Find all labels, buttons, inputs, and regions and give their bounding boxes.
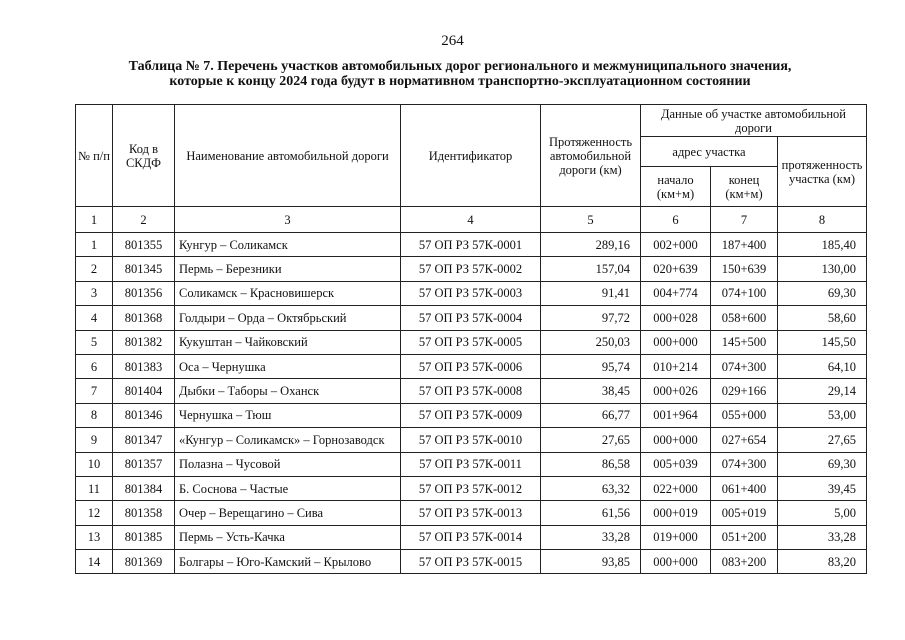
header-name: Наименование автомобильной дороги bbox=[175, 105, 401, 207]
section-end: 074+100 bbox=[711, 281, 778, 305]
section-start: 000+026 bbox=[641, 379, 711, 403]
header-identifier: Идентификатор bbox=[401, 105, 541, 207]
road-code: 801357 bbox=[113, 452, 175, 476]
section-end: 027+654 bbox=[711, 428, 778, 452]
road-code: 801404 bbox=[113, 379, 175, 403]
road-length: 63,32 bbox=[541, 476, 641, 500]
section-end: 083+200 bbox=[711, 550, 778, 574]
row-number: 5 bbox=[76, 330, 113, 354]
road-name: Голдыри – Орда – Октябрьский bbox=[175, 306, 401, 330]
section-length: 53,00 bbox=[778, 403, 867, 427]
section-end: 058+600 bbox=[711, 306, 778, 330]
section-end: 061+400 bbox=[711, 476, 778, 500]
row-number: 13 bbox=[76, 525, 113, 549]
header-code: Код в СКДФ bbox=[113, 105, 175, 207]
column-number-row bbox=[76, 207, 867, 233]
section-start: 010+214 bbox=[641, 354, 711, 378]
road-code: 801384 bbox=[113, 476, 175, 500]
road-code: 801368 bbox=[113, 306, 175, 330]
section-end: 051+200 bbox=[711, 525, 778, 549]
road-name: Кукуштан – Чайковский bbox=[175, 330, 401, 354]
road-code: 801383 bbox=[113, 354, 175, 378]
table-row bbox=[76, 233, 867, 257]
column-number: 8 bbox=[778, 207, 867, 233]
table-row bbox=[76, 281, 867, 305]
table-row bbox=[76, 306, 867, 330]
road-identifier: 57 ОП РЗ 57К-0008 bbox=[401, 379, 541, 403]
section-start: 004+774 bbox=[641, 281, 711, 305]
road-length: 93,85 bbox=[541, 550, 641, 574]
road-identifier: 57 ОП РЗ 57К-0009 bbox=[401, 403, 541, 427]
section-end: 187+400 bbox=[711, 233, 778, 257]
table-row bbox=[76, 501, 867, 525]
table-row bbox=[76, 257, 867, 281]
row-number: 8 bbox=[76, 403, 113, 427]
table-row bbox=[76, 354, 867, 378]
section-length: 29,14 bbox=[778, 379, 867, 403]
section-start: 000+019 bbox=[641, 501, 711, 525]
road-length: 27,65 bbox=[541, 428, 641, 452]
road-identifier: 57 ОП РЗ 57К-0015 bbox=[401, 550, 541, 574]
section-length: 39,45 bbox=[778, 476, 867, 500]
road-length: 95,74 bbox=[541, 354, 641, 378]
road-code: 801356 bbox=[113, 281, 175, 305]
road-code: 801382 bbox=[113, 330, 175, 354]
row-number: 3 bbox=[76, 281, 113, 305]
road-length: 66,77 bbox=[541, 403, 641, 427]
table-row bbox=[76, 476, 867, 500]
row-number: 14 bbox=[76, 550, 113, 574]
page-number: 264 bbox=[441, 33, 464, 49]
table-row bbox=[76, 403, 867, 427]
road-length: 91,41 bbox=[541, 281, 641, 305]
section-start: 020+639 bbox=[641, 257, 711, 281]
column-number: 6 bbox=[641, 207, 711, 233]
road-code: 801355 bbox=[113, 233, 175, 257]
section-length: 69,30 bbox=[778, 281, 867, 305]
table-row bbox=[76, 428, 867, 452]
road-length: 61,56 bbox=[541, 501, 641, 525]
table-title bbox=[60, 59, 860, 89]
road-code: 801385 bbox=[113, 525, 175, 549]
section-length: 69,30 bbox=[778, 452, 867, 476]
road-code: 801347 bbox=[113, 428, 175, 452]
column-number: 3 bbox=[175, 207, 401, 233]
road-name: Кунгур – Соликамск bbox=[175, 233, 401, 257]
road-identifier: 57 ОП РЗ 57К-0006 bbox=[401, 354, 541, 378]
section-length: 58,60 bbox=[778, 306, 867, 330]
road-length: 97,72 bbox=[541, 306, 641, 330]
road-length: 38,45 bbox=[541, 379, 641, 403]
road-name: Чернушка – Тюш bbox=[175, 403, 401, 427]
row-number: 6 bbox=[76, 354, 113, 378]
section-end: 074+300 bbox=[711, 452, 778, 476]
section-end: 055+000 bbox=[711, 403, 778, 427]
row-number: 12 bbox=[76, 501, 113, 525]
section-length: 83,20 bbox=[778, 550, 867, 574]
table-row bbox=[76, 330, 867, 354]
row-number: 4 bbox=[76, 306, 113, 330]
section-length: 185,40 bbox=[778, 233, 867, 257]
table-row bbox=[76, 525, 867, 549]
title-line-1: Таблица № 7. Перечень участков автомобильных дорог регионального и межмуниципального значения, bbox=[128, 59, 792, 74]
section-length: 130,00 bbox=[778, 257, 867, 281]
section-end: 005+019 bbox=[711, 501, 778, 525]
section-end: 145+500 bbox=[711, 330, 778, 354]
road-name: Соликамск – Красновишерск bbox=[175, 281, 401, 305]
section-length: 27,65 bbox=[778, 428, 867, 452]
table-row bbox=[76, 550, 867, 574]
road-identifier: 57 ОП РЗ 57К-0004 bbox=[401, 306, 541, 330]
roads-table bbox=[75, 104, 867, 574]
road-identifier: 57 ОП РЗ 57К-0002 bbox=[401, 257, 541, 281]
road-identifier: 57 ОП РЗ 57К-0014 bbox=[401, 525, 541, 549]
road-identifier: 57 ОП РЗ 57К-0010 bbox=[401, 428, 541, 452]
table-row bbox=[76, 452, 867, 476]
road-code: 801346 bbox=[113, 403, 175, 427]
row-number: 7 bbox=[76, 379, 113, 403]
road-code: 801358 bbox=[113, 501, 175, 525]
road-length: 289,16 bbox=[541, 233, 641, 257]
section-length: 145,50 bbox=[778, 330, 867, 354]
road-code: 801369 bbox=[113, 550, 175, 574]
road-name: Оса – Чернушка bbox=[175, 354, 401, 378]
road-name: Дыбки – Таборы – Оханск bbox=[175, 379, 401, 403]
header-length: Протяженность автомобильной дороги (км) bbox=[541, 105, 641, 207]
header-num: № п/п bbox=[76, 105, 113, 207]
road-name: Б. Соснова – Частые bbox=[175, 476, 401, 500]
road-length: 86,58 bbox=[541, 452, 641, 476]
road-name: «Кунгур – Соликамск» – Горнозаводск bbox=[175, 428, 401, 452]
section-length: 5,00 bbox=[778, 501, 867, 525]
section-end: 074+300 bbox=[711, 354, 778, 378]
section-end: 150+639 bbox=[711, 257, 778, 281]
column-number: 1 bbox=[76, 207, 113, 233]
section-start: 001+964 bbox=[641, 403, 711, 427]
road-name: Пермь – Усть-Качка bbox=[175, 525, 401, 549]
section-start: 000+000 bbox=[641, 330, 711, 354]
road-length: 157,04 bbox=[541, 257, 641, 281]
road-identifier: 57 ОП РЗ 57К-0003 bbox=[401, 281, 541, 305]
road-code: 801345 bbox=[113, 257, 175, 281]
row-number: 10 bbox=[76, 452, 113, 476]
road-identifier: 57 ОП РЗ 57К-0001 bbox=[401, 233, 541, 257]
title-line-2: которые к концу 2024 года будут в нормативном транспортно-эксплуатационном состоянии bbox=[169, 74, 751, 89]
section-length: 64,10 bbox=[778, 354, 867, 378]
section-start: 022+000 bbox=[641, 476, 711, 500]
row-number: 2 bbox=[76, 257, 113, 281]
header-address: адрес участка bbox=[641, 137, 778, 167]
road-identifier: 57 ОП РЗ 57К-0011 bbox=[401, 452, 541, 476]
section-start: 002+000 bbox=[641, 233, 711, 257]
section-start: 000+028 bbox=[641, 306, 711, 330]
section-start: 000+000 bbox=[641, 428, 711, 452]
header-end: конец (км+м) bbox=[711, 167, 778, 207]
road-name: Очер – Верещагино – Сива bbox=[175, 501, 401, 525]
table-row bbox=[76, 379, 867, 403]
row-number: 1 bbox=[76, 233, 113, 257]
road-identifier: 57 ОП РЗ 57К-0005 bbox=[401, 330, 541, 354]
column-number: 5 bbox=[541, 207, 641, 233]
header-section-length: протяженность участка (км) bbox=[778, 137, 867, 207]
section-start: 005+039 bbox=[641, 452, 711, 476]
column-number: 2 bbox=[113, 207, 175, 233]
section-start: 019+000 bbox=[641, 525, 711, 549]
row-number: 11 bbox=[76, 476, 113, 500]
section-end: 029+166 bbox=[711, 379, 778, 403]
road-name: Пермь – Березники bbox=[175, 257, 401, 281]
road-identifier: 57 ОП РЗ 57К-0012 bbox=[401, 476, 541, 500]
column-number: 7 bbox=[711, 207, 778, 233]
row-number: 9 bbox=[76, 428, 113, 452]
road-name: Болгары – Юго-Камский – Крылово bbox=[175, 550, 401, 574]
road-length: 250,03 bbox=[541, 330, 641, 354]
road-length: 33,28 bbox=[541, 525, 641, 549]
section-length: 33,28 bbox=[778, 525, 867, 549]
road-identifier: 57 ОП РЗ 57К-0013 bbox=[401, 501, 541, 525]
header-start: начало (км+м) bbox=[641, 167, 711, 207]
road-name: Полазна – Чусовой bbox=[175, 452, 401, 476]
header-section-data: Данные об участке автомобильной дороги bbox=[641, 105, 867, 137]
section-start: 000+000 bbox=[641, 550, 711, 574]
column-number: 4 bbox=[401, 207, 541, 233]
